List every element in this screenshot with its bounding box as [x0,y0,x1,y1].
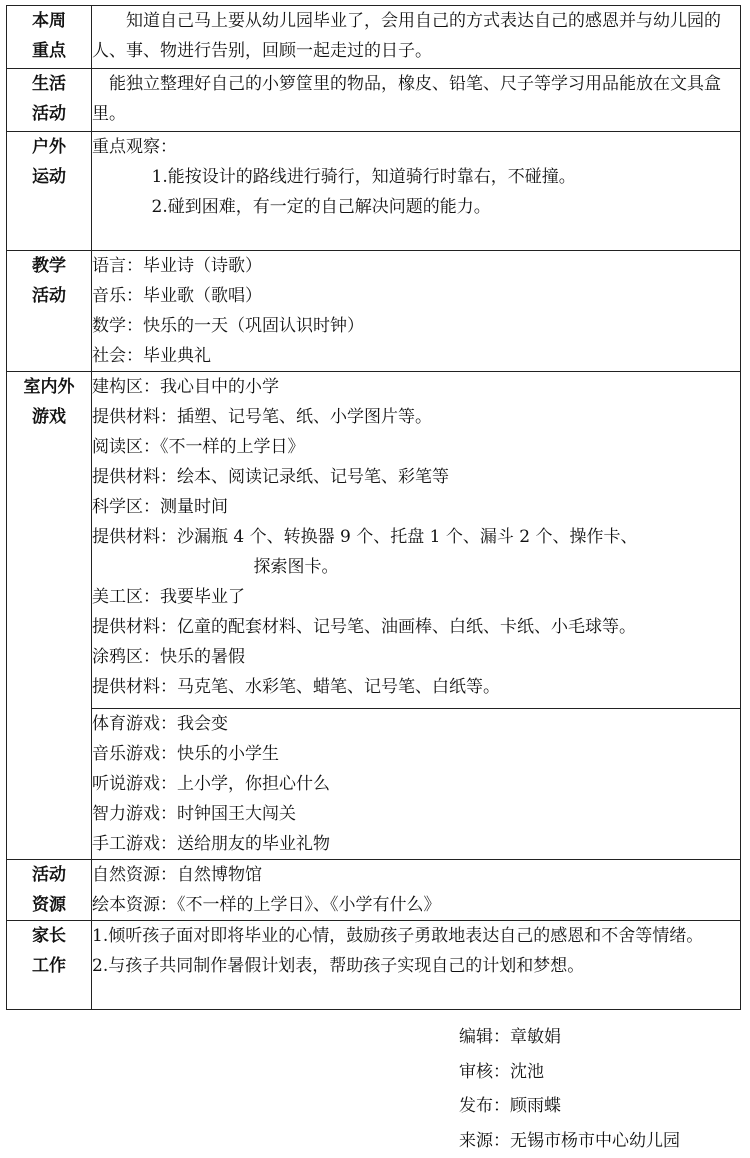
area-line: 提供材料：插塑、记号笔、纸、小学图片等。 [92,402,740,432]
weekly-plan-table [6,5,741,1010]
row-outdoor-sports [7,132,741,251]
label-life-activity: 生活 活动 [7,69,92,132]
label-teaching-activity: 教学 活动 [7,251,92,372]
label-indoor-outdoor-games: 室内外 游戏 [7,372,92,860]
row-life-activity [7,69,741,132]
area-line: 美工区：我要毕业了 [92,582,740,612]
content-parent-work [92,921,741,1010]
life-activity-text: 能独立整理好自己的小箩筐里的物品，橡皮、铅笔、尺子等学习用品能放在文具盒里。 [92,69,740,129]
reviewer-credit: 审核：沈池 [459,1055,680,1090]
content-games [92,709,741,860]
content-weekly-focus [92,6,741,69]
game-line: 体育游戏：我会变 [92,709,740,739]
row-indoor-outdoor-games [7,372,741,709]
parent-item: 1.倾听孩子面对即将毕业的心情，鼓励孩子勇敢地表达自己的感恩和不舍等情绪。 [92,921,740,951]
content-play-areas [92,372,741,709]
plan-page [6,5,741,1010]
label-parent-work: 家长 工作 [7,921,92,1010]
area-line: 建构区：我心目中的小学 [92,372,740,402]
area-line-continued: 探索图卡。 [92,552,740,582]
game-line: 智力游戏：时钟国王大闯关 [92,799,740,829]
publisher-credit: 发布：顾雨蝶 [459,1089,680,1124]
row-teaching-activity [7,251,741,372]
row-activity-resources [7,860,741,921]
teaching-item: 音乐：毕业歌（歌唱） [92,281,740,311]
parent-item: 2.与孩子共同制作暑假计划表，帮助孩子实现自己的计划和梦想。 [92,951,740,981]
outdoor-item: 1.能按设计的路线进行骑行，知道骑行时靠右，不碰撞。 [92,162,740,192]
row-weekly-focus [7,6,741,69]
weekly-focus-text: 知道自己马上要从幼儿园毕业了，会用自己的方式表达自己的感恩并与幼儿园的人、事、物进行告别，回顾一起走过的日子。 [92,6,740,66]
area-line: 提供材料：沙漏瓶 4 个、转换器 9 个、托盘 1 个、漏斗 2 个、操作卡、 [92,522,740,552]
area-line: 提供材料：马克笔、水彩笔、蜡笔、记号笔、白纸等。 [92,672,740,702]
area-line: 提供材料：绘本、阅读记录纸、记号笔、彩笔等 [92,462,740,492]
row-parent-work [7,921,741,1010]
resource-line: 绘本资源：《不一样的上学日》、《小学有什么》 [92,890,740,920]
area-line: 科学区：测量时间 [92,492,740,522]
game-line: 音乐游戏：快乐的小学生 [92,739,740,769]
content-teaching-activity [92,251,741,372]
label-weekly-focus: 本周 重点 [7,6,92,69]
teaching-item: 数学：快乐的一天（巩固认识时钟） [92,311,740,341]
content-life-activity [92,69,741,132]
game-line: 手工游戏：送给朋友的毕业礼物 [92,829,740,859]
teaching-item: 社会：毕业典礼 [92,341,740,371]
outdoor-heading: 重点观察： [92,132,740,162]
row-games [7,709,741,860]
area-line: 提供材料：亿童的配套材料、记号笔、油画棒、白纸、卡纸、小毛球等。 [92,612,740,642]
teaching-item: 语言：毕业诗（诗歌） [92,251,740,281]
source-credit: 来源：无锡市杨市中心幼儿园 [459,1124,680,1158]
outdoor-item: 2.碰到困难，有一定的自己解决问题的能力。 [92,192,740,222]
label-activity-resources: 活动 资源 [7,860,92,921]
content-outdoor-sports [92,132,741,251]
content-activity-resources [92,860,741,921]
area-line: 阅读区：《不一样的上学日》 [92,432,740,462]
credits-footer [459,1020,680,1158]
game-line: 听说游戏：上小学，你担心什么 [92,769,740,799]
label-outdoor-sports: 户外 运动 [7,132,92,251]
area-line: 涂鸦区：快乐的暑假 [92,642,740,672]
editor-credit: 编辑：章敏娟 [459,1020,680,1055]
resource-line: 自然资源：自然博物馆 [92,860,740,890]
